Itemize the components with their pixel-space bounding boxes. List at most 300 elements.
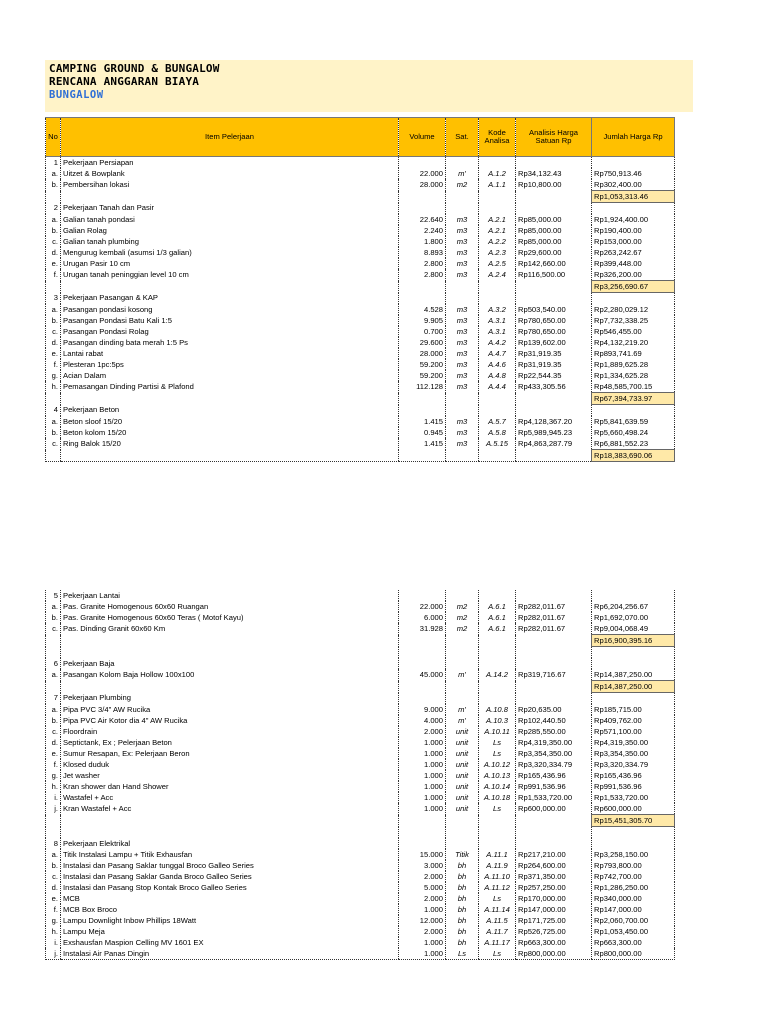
analysis-code: A.10.11 xyxy=(479,726,516,737)
unit-price xyxy=(516,693,592,705)
unit: m3 xyxy=(446,247,479,258)
item-name: Galian tanah pondasi xyxy=(61,214,399,225)
subtotal-row xyxy=(46,635,675,647)
row-no: h. xyxy=(46,381,61,393)
unit xyxy=(446,281,479,293)
unit: bh xyxy=(446,871,479,882)
analysis-code: A.1.2 xyxy=(479,168,516,179)
unit-price xyxy=(516,827,592,839)
table-row xyxy=(46,601,675,612)
total-price: Rp399,448.00 xyxy=(592,258,675,269)
total-price: Rp2,060,700.00 xyxy=(592,915,675,926)
total-price: Rp1,533,720.00 xyxy=(592,792,675,803)
col-volume: Volume xyxy=(399,118,446,157)
table-row xyxy=(46,326,675,337)
analysis-code xyxy=(479,293,516,305)
row-no: b. xyxy=(46,315,61,326)
total-price: Rp3,258,150.00 xyxy=(592,849,675,860)
unit: Titik xyxy=(446,849,479,860)
unit: bh xyxy=(446,926,479,937)
item-name xyxy=(61,191,399,203)
unit-price: Rp217,210.00 xyxy=(516,849,592,860)
analysis-code: A.10.14 xyxy=(479,781,516,792)
item-name: Pembersihan lokasi xyxy=(61,179,399,191)
table-row xyxy=(46,416,675,427)
table-row xyxy=(46,438,675,450)
unit: m3 xyxy=(446,359,479,370)
unit-price: Rp139,602.00 xyxy=(516,337,592,348)
row-no: b. xyxy=(46,860,61,871)
analysis-code xyxy=(479,827,516,839)
row-no: c. xyxy=(46,623,61,635)
unit-price: Rp3,320,334.79 xyxy=(516,759,592,770)
unit-price: Rp780,650.00 xyxy=(516,326,592,337)
total-price: Rp147,000.00 xyxy=(592,904,675,915)
item-name: Titik Instalasi Lampu + Titik Exhausfan xyxy=(61,849,399,860)
analysis-code: A.2.4 xyxy=(479,269,516,281)
subtotal-row xyxy=(46,281,675,293)
row-no: a. xyxy=(46,849,61,860)
item-name: Septictank, Ex ; Pelerjaan Beton xyxy=(61,737,399,748)
volume: 2.000 xyxy=(399,926,446,937)
item-name: Pas. Granite Homogenous 60x60 Ruangan xyxy=(61,601,399,612)
unit-price: Rp319,716.67 xyxy=(516,669,592,681)
analysis-code: A.4.2 xyxy=(479,337,516,348)
table-row xyxy=(46,370,675,381)
row-no: h. xyxy=(46,926,61,937)
volume: 2.800 xyxy=(399,258,446,269)
unit-price: Rp20,635.00 xyxy=(516,704,592,715)
col-no: No xyxy=(46,118,61,157)
unit-price xyxy=(516,203,592,215)
total-price: Rp991,536.96 xyxy=(592,781,675,792)
row-no: b. xyxy=(46,179,61,191)
table-row xyxy=(46,168,675,179)
item-name xyxy=(61,827,399,839)
total-price: Rp5,660,498.24 xyxy=(592,427,675,438)
row-no: e. xyxy=(46,258,61,269)
total-price: Rp302,400.00 xyxy=(592,179,675,191)
total-price: Rp6,881,552.23 xyxy=(592,438,675,450)
unit-price: Rp264,600.00 xyxy=(516,860,592,871)
volume xyxy=(399,293,446,305)
row-no: c. xyxy=(46,236,61,247)
total-price: Rp1,286,250.00 xyxy=(592,882,675,893)
analysis-code: A.2.3 xyxy=(479,247,516,258)
table-row xyxy=(46,882,675,893)
row-no: a. xyxy=(46,168,61,179)
analysis-code xyxy=(479,191,516,203)
section-label: BUNGALOW xyxy=(49,89,104,101)
volume: 59.200 xyxy=(399,359,446,370)
analysis-code xyxy=(479,681,516,693)
volume: 1.000 xyxy=(399,937,446,948)
item-name: Pekerjaan Tanah dan Pasir xyxy=(61,203,399,215)
row-no: d. xyxy=(46,737,61,748)
unit-price: Rp3,354,350.00 xyxy=(516,748,592,759)
unit: m' xyxy=(446,168,479,179)
item-name xyxy=(61,815,399,827)
item-name: Pasangan Pondasi Batu Kali 1:5 xyxy=(61,315,399,326)
analysis-code: A.10.3 xyxy=(479,715,516,726)
unit-price: Rp147,000.00 xyxy=(516,904,592,915)
unit-price xyxy=(516,635,592,647)
document-header xyxy=(45,60,693,112)
table-row xyxy=(46,871,675,882)
volume: 8.893 xyxy=(399,247,446,258)
unit xyxy=(446,203,479,215)
unit-price: Rp4,319,350.00 xyxy=(516,737,592,748)
unit-price: Rp5,989,945.23 xyxy=(516,427,592,438)
analysis-code xyxy=(479,203,516,215)
total-price xyxy=(592,293,675,305)
volume xyxy=(399,191,446,203)
total-price: Rp742,700.00 xyxy=(592,871,675,882)
unit-price: Rp142,660.00 xyxy=(516,258,592,269)
unit-price xyxy=(516,647,592,659)
item-name: Pekerjaan Baja xyxy=(61,658,399,669)
table-row xyxy=(46,803,675,815)
row-no: g. xyxy=(46,370,61,381)
volume xyxy=(399,157,446,169)
row-no: g. xyxy=(46,770,61,781)
analysis-code: A.3.1 xyxy=(479,326,516,337)
item-name: Klosed duduk xyxy=(61,759,399,770)
row-no: b. xyxy=(46,225,61,236)
total-price: Rp409,762.00 xyxy=(592,715,675,726)
analysis-code: Ls xyxy=(479,803,516,815)
total-price: Rp3,320,334.79 xyxy=(592,759,675,770)
volume xyxy=(399,405,446,417)
item-name: Pas. Dinding Granit 60x60 Km xyxy=(61,623,399,635)
volume: 22.000 xyxy=(399,168,446,179)
analysis-code: A.11.1 xyxy=(479,849,516,860)
row-no: i. xyxy=(46,792,61,803)
unit: bh xyxy=(446,893,479,904)
table-row xyxy=(46,269,675,281)
unit: unit xyxy=(446,792,479,803)
table-row xyxy=(46,827,675,839)
row-no: a. xyxy=(46,704,61,715)
total-price: Rp800,000.00 xyxy=(592,948,675,960)
analysis-code xyxy=(479,393,516,405)
analysis-code xyxy=(479,658,516,669)
unit: m3 xyxy=(446,304,479,315)
item-name: Urugan Pasir 10 cm xyxy=(61,258,399,269)
table-row xyxy=(46,838,675,849)
subtotal-row xyxy=(46,393,675,405)
unit-price xyxy=(516,405,592,417)
row-no: f. xyxy=(46,759,61,770)
analysis-code xyxy=(479,647,516,659)
table-row xyxy=(46,669,675,681)
analysis-code: A.5.15 xyxy=(479,438,516,450)
col-item: Item Pelerjaan xyxy=(61,118,399,157)
unit xyxy=(446,450,479,462)
total-price xyxy=(592,647,675,659)
item-name: Lampu Meja xyxy=(61,926,399,937)
table-row xyxy=(46,359,675,370)
item-name xyxy=(61,281,399,293)
volume: 1.415 xyxy=(399,416,446,427)
unit-price: Rp991,536.96 xyxy=(516,781,592,792)
row-no: j. xyxy=(46,948,61,960)
unit: m3 xyxy=(446,370,479,381)
volume: 112.128 xyxy=(399,381,446,393)
row-no: 7 xyxy=(46,693,61,705)
analysis-code: A.5.8 xyxy=(479,427,516,438)
volume: 0.700 xyxy=(399,326,446,337)
row-no: i. xyxy=(46,937,61,948)
analysis-code: A.4.6 xyxy=(479,359,516,370)
row-no: 3 xyxy=(46,293,61,305)
unit: Ls xyxy=(446,948,479,960)
unit-price xyxy=(516,157,592,169)
unit-price: Rp116,500.00 xyxy=(516,269,592,281)
unit: m2 xyxy=(446,179,479,191)
analysis-code: Ls xyxy=(479,737,516,748)
subtotal-value: Rp15,451,305.70 xyxy=(592,815,675,827)
total-price: Rp5,841,639.59 xyxy=(592,416,675,427)
total-price: Rp185,715.00 xyxy=(592,704,675,715)
volume: 59.200 xyxy=(399,370,446,381)
unit: m3 xyxy=(446,337,479,348)
row-no: b. xyxy=(46,612,61,623)
analysis-code xyxy=(479,281,516,293)
total-price: Rp326,200.00 xyxy=(592,269,675,281)
unit: unit xyxy=(446,726,479,737)
volume: 29.600 xyxy=(399,337,446,348)
subtotal-row xyxy=(46,191,675,203)
item-name: Instalasi dan Pasang Saklar tunggal Broco Galleo Series xyxy=(61,860,399,871)
item-name: Acian Dalam xyxy=(61,370,399,381)
unit: m3 xyxy=(446,427,479,438)
col-analisis: Analisis Harga Satuan Rp xyxy=(516,118,592,157)
row-no: 6 xyxy=(46,658,61,669)
total-price: Rp4,319,350.00 xyxy=(592,737,675,748)
unit: bh xyxy=(446,904,479,915)
item-name: Uitzet & Bowplank xyxy=(61,168,399,179)
analysis-code xyxy=(479,838,516,849)
table-row xyxy=(46,860,675,871)
total-price: Rp1,889,625.28 xyxy=(592,359,675,370)
item-name xyxy=(61,450,399,462)
total-price xyxy=(592,838,675,849)
item-name: Pekerjaan Lantai xyxy=(61,590,399,601)
row-no: c. xyxy=(46,438,61,450)
unit-price: Rp85,000.00 xyxy=(516,236,592,247)
total-price: Rp48,585,700.15 xyxy=(592,381,675,393)
item-name: Beton sloof 15/20 xyxy=(61,416,399,427)
item-name: Pasangan dinding bata merah 1:5 Ps xyxy=(61,337,399,348)
total-price: Rp1,692,070.00 xyxy=(592,612,675,623)
row-no: e. xyxy=(46,893,61,904)
row-no: j. xyxy=(46,803,61,815)
volume: 2.800 xyxy=(399,269,446,281)
analysis-code: A.11.7 xyxy=(479,926,516,937)
item-name: Pipa PVC Air Kotor dia 4" AW Rucika xyxy=(61,715,399,726)
analysis-code: A.2.2 xyxy=(479,236,516,247)
subtotal-value: Rp1,053,313.46 xyxy=(592,191,675,203)
table-row xyxy=(46,715,675,726)
unit: m3 xyxy=(446,348,479,359)
unit-price: Rp371,350.00 xyxy=(516,871,592,882)
item-name: Pasangan Pondasi Rolag xyxy=(61,326,399,337)
total-price: Rp893,741.69 xyxy=(592,348,675,359)
unit: m3 xyxy=(446,236,479,247)
item-name: Pipa PVC 3/4" AW Rucika xyxy=(61,704,399,715)
table-row xyxy=(46,304,675,315)
volume xyxy=(399,658,446,669)
unit: m3 xyxy=(446,269,479,281)
analysis-code xyxy=(479,157,516,169)
subtotal-value: Rp14,387,250.00 xyxy=(592,681,675,693)
unit: bh xyxy=(446,937,479,948)
table-row xyxy=(46,293,675,305)
table-row xyxy=(46,748,675,759)
volume xyxy=(399,681,446,693)
total-price: Rp546,455.00 xyxy=(592,326,675,337)
unit xyxy=(446,815,479,827)
unit: m' xyxy=(446,669,479,681)
item-name: Plesteran 1pc:5ps xyxy=(61,359,399,370)
total-price: Rp6,204,256.67 xyxy=(592,601,675,612)
unit xyxy=(446,191,479,203)
volume xyxy=(399,393,446,405)
item-name: Wastafel + Acc xyxy=(61,792,399,803)
volume xyxy=(399,838,446,849)
unit-price: Rp31,919.35 xyxy=(516,359,592,370)
volume: 6.000 xyxy=(399,612,446,623)
table-row xyxy=(46,737,675,748)
row-no: c. xyxy=(46,871,61,882)
item-name xyxy=(61,393,399,405)
col-jumlah: Jumlah Harga Rp xyxy=(592,118,675,157)
volume: 22.000 xyxy=(399,601,446,612)
volume xyxy=(399,815,446,827)
unit xyxy=(446,293,479,305)
unit xyxy=(446,405,479,417)
table-row xyxy=(46,658,675,669)
analysis-code: A.1.1 xyxy=(479,179,516,191)
unit-price xyxy=(516,681,592,693)
analysis-code: A.11.14 xyxy=(479,904,516,915)
analysis-code: Ls xyxy=(479,948,516,960)
analysis-code: A.11.10 xyxy=(479,871,516,882)
unit-price: Rp10,800.00 xyxy=(516,179,592,191)
unit-price: Rp503,540.00 xyxy=(516,304,592,315)
unit: unit xyxy=(446,803,479,815)
analysis-code: A.4.4 xyxy=(479,381,516,393)
analysis-code: A.5.7 xyxy=(479,416,516,427)
subtotal-value: Rp3,256,690.67 xyxy=(592,281,675,293)
row-no xyxy=(46,450,61,462)
volume xyxy=(399,693,446,705)
row-no: b. xyxy=(46,715,61,726)
table-row xyxy=(46,693,675,705)
table-row xyxy=(46,948,675,960)
unit: m2 xyxy=(446,601,479,612)
volume: 9.905 xyxy=(399,315,446,326)
volume xyxy=(399,450,446,462)
unit xyxy=(446,827,479,839)
row-no xyxy=(46,191,61,203)
item-name: Beton kolom 15/20 xyxy=(61,427,399,438)
analysis-code: A.6.1 xyxy=(479,612,516,623)
unit: unit xyxy=(446,770,479,781)
volume: 28.000 xyxy=(399,179,446,191)
item-name: Exshausfan Maspion Celling MV 1601 EX xyxy=(61,937,399,948)
analysis-code: A.2.1 xyxy=(479,225,516,236)
row-no: 1 xyxy=(46,157,61,169)
analysis-code: A.4.8 xyxy=(479,370,516,381)
item-name: Sumur Resapan, Ex: Pelerjaan Beron xyxy=(61,748,399,759)
item-name: Instalasi dan Pasang Saklar Ganda Broco Galleo Series xyxy=(61,871,399,882)
table-row xyxy=(46,236,675,247)
volume: 1.000 xyxy=(399,748,446,759)
document-title: CAMPING GROUND & BUNGALOW xyxy=(49,62,220,75)
row-no: b. xyxy=(46,427,61,438)
item-name: Mengurug kembali (asumsi 1/3 galian) xyxy=(61,247,399,258)
unit-price: Rp85,000.00 xyxy=(516,225,592,236)
unit: m3 xyxy=(446,315,479,326)
item-name: Pasangan pondasi kosong xyxy=(61,304,399,315)
total-price xyxy=(592,590,675,601)
row-no xyxy=(46,281,61,293)
volume xyxy=(399,590,446,601)
unit-price xyxy=(516,590,592,601)
row-no: a. xyxy=(46,304,61,315)
volume xyxy=(399,647,446,659)
row-no: a. xyxy=(46,214,61,225)
item-name xyxy=(61,635,399,647)
row-no: h. xyxy=(46,781,61,792)
table-row xyxy=(46,915,675,926)
table-row xyxy=(46,381,675,393)
row-no xyxy=(46,815,61,827)
total-price: Rp190,400.00 xyxy=(592,225,675,236)
item-name xyxy=(61,681,399,693)
subtotal-value: Rp16,900,395.16 xyxy=(592,635,675,647)
row-no: e. xyxy=(46,348,61,359)
subtotal-row xyxy=(46,450,675,462)
volume: 15.000 xyxy=(399,849,446,860)
row-no: a. xyxy=(46,669,61,681)
unit-price xyxy=(516,450,592,462)
table-row xyxy=(46,247,675,258)
item-name: Kran shower dan Hand Shower xyxy=(61,781,399,792)
item-name: Jet washer xyxy=(61,770,399,781)
analysis-code: A.2.1 xyxy=(479,214,516,225)
volume: 2.000 xyxy=(399,893,446,904)
unit xyxy=(446,681,479,693)
item-name: Ring Balok 15/20 xyxy=(61,438,399,450)
total-price: Rp1,924,400.00 xyxy=(592,214,675,225)
analysis-code: A.11.5 xyxy=(479,915,516,926)
item-name: Pekerjaan Pasangan & KAP xyxy=(61,293,399,305)
row-no xyxy=(46,827,61,839)
total-price: Rp2,280,029.12 xyxy=(592,304,675,315)
unit xyxy=(446,393,479,405)
unit-price: Rp4,863,287.79 xyxy=(516,438,592,450)
item-name: Galian Rolag xyxy=(61,225,399,236)
unit: bh xyxy=(446,860,479,871)
analysis-code: A.10.12 xyxy=(479,759,516,770)
unit-price: Rp282,011.67 xyxy=(516,612,592,623)
table-row xyxy=(46,781,675,792)
unit-price xyxy=(516,815,592,827)
unit: unit xyxy=(446,781,479,792)
